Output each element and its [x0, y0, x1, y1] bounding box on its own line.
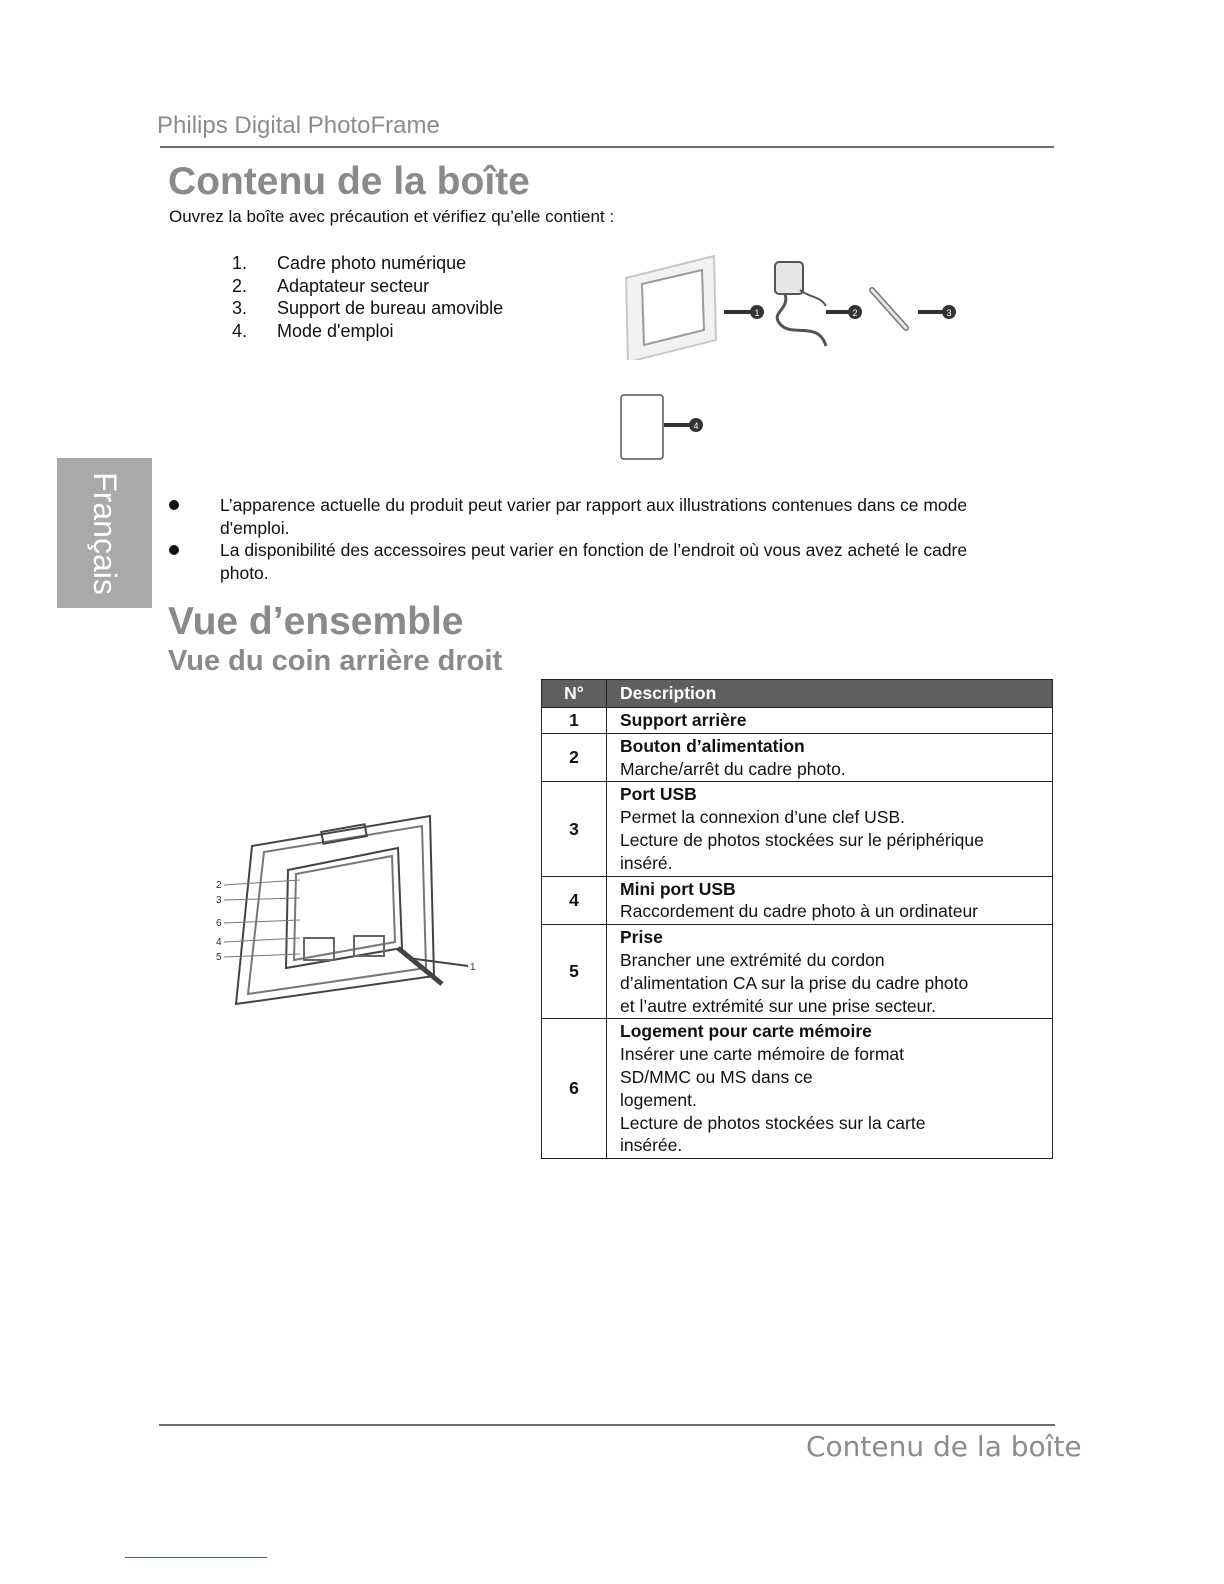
- photo-frame-icon: [626, 256, 716, 360]
- list-item: [232, 297, 503, 320]
- row-description: [607, 925, 1053, 1019]
- row-number: 5: [542, 925, 607, 1019]
- part-detail: Lecture de photos stockées sur le périphérique: [620, 829, 984, 850]
- header-rule: [160, 146, 1054, 148]
- box-contents-illustration: [620, 250, 965, 360]
- box-contents-list: [232, 252, 503, 342]
- list-item-label: Mode d'emploi: [277, 320, 394, 341]
- row-number: 3: [542, 782, 607, 876]
- table-row: [542, 925, 1053, 1019]
- part-detail: insérée.: [620, 1135, 683, 1156]
- note-line: La disponibilité des accessoires peut varier en fonction de l’endroit où vous avez acheté le cadre: [220, 540, 968, 560]
- language-tab-label: Français: [87, 471, 124, 595]
- section-title-box-contents: Contenu de la boîte: [168, 160, 530, 203]
- row-number: 4: [542, 876, 607, 925]
- parts-table: [541, 679, 1053, 1159]
- part-detail: Raccordement du cadre photo à un ordinateur: [620, 901, 979, 922]
- callout-label: 6: [216, 918, 222, 929]
- part-detail: et l’autre extrémité sur une prise secteur.: [620, 995, 937, 1016]
- part-detail: inséré.: [620, 852, 673, 873]
- part-detail: SD/MMC ou MS dans ce: [620, 1066, 813, 1087]
- table-header-row: [542, 680, 1053, 708]
- part-detail: d’alimentation CA sur la prise du cadre photo: [620, 972, 969, 993]
- row-description: [607, 782, 1053, 876]
- column-header-number: N°: [542, 680, 607, 708]
- part-detail: Brancher une extrémité du cordon: [620, 949, 885, 970]
- part-detail: logement.: [620, 1089, 697, 1110]
- list-item: [232, 320, 503, 343]
- callout-label: 2: [852, 308, 858, 318]
- callout-label: 4: [216, 937, 222, 948]
- desktop-stand-icon: [872, 290, 906, 328]
- manual-icon: [621, 395, 663, 459]
- row-description: [607, 733, 1053, 782]
- bullet-icon: [169, 500, 179, 510]
- callout-label: 5: [216, 952, 222, 963]
- callout-leaders: [224, 880, 300, 957]
- row-description: [607, 1019, 1053, 1159]
- intro-text: Ouvrez la boîte avec précaution et vérifiez qu’elle contient :: [169, 207, 615, 226]
- note-line: d'emploi.: [220, 517, 290, 538]
- section-subtitle-back-view: Vue du coin arrière droit: [168, 645, 503, 677]
- language-tab: [57, 458, 152, 608]
- list-item-number: 2.: [232, 275, 248, 296]
- footer-rule: [159, 1424, 1055, 1426]
- list-item-number: 1.: [232, 253, 248, 273]
- footnote-separator: [125, 1557, 267, 1558]
- user-manual-illustration: [618, 392, 718, 464]
- callout-label: 3: [946, 308, 952, 318]
- row-number: 1: [542, 708, 607, 734]
- list-item: [232, 275, 503, 298]
- table-row: [542, 876, 1053, 925]
- power-adapter-icon: [775, 262, 826, 346]
- table-row: [542, 1019, 1053, 1159]
- row-number: 2: [542, 733, 607, 782]
- row-description: [607, 876, 1053, 925]
- part-name: Bouton d’alimentation: [620, 735, 805, 756]
- note-item: [165, 494, 1060, 539]
- section-title-overview: Vue d’ensemble: [168, 600, 464, 643]
- list-item-label: Adaptateur secteur: [277, 275, 430, 296]
- column-header-description: Description: [607, 680, 1053, 708]
- note-line: L’apparence actuelle du produit peut varier par rapport aux illustrations contenues dans ce mode: [220, 495, 968, 515]
- list-item-number: 4.: [232, 320, 248, 341]
- part-detail: Insérer une carte mémoire de format: [620, 1044, 905, 1065]
- part-name: Support arrière: [620, 710, 747, 730]
- callout-label: 3: [216, 895, 222, 906]
- part-detail: Lecture de photos stockées sur la carte: [620, 1112, 926, 1133]
- note-line: photo.: [220, 562, 269, 583]
- part-name: Mini port USB: [620, 878, 736, 899]
- part-detail: Marche/arrêt du cadre photo.: [620, 758, 846, 779]
- table-row: [542, 708, 1053, 734]
- part-detail: Permet la connexion d’une clef USB.: [620, 807, 906, 828]
- callout-label: 4: [693, 421, 699, 431]
- callout-label: 2: [216, 880, 222, 891]
- callout-label: 1: [754, 308, 760, 318]
- bullet-icon: [169, 545, 179, 555]
- footer-title: Contenu de la boîte: [806, 1430, 1082, 1463]
- back-view-illustration: [212, 808, 482, 1013]
- list-item-label: Support de bureau amovible: [277, 298, 504, 318]
- notes-list: [165, 494, 1060, 584]
- note-item: [165, 539, 1060, 584]
- table-row: [542, 782, 1053, 876]
- photo-frame-back-icon: [236, 816, 468, 1004]
- row-number: 6: [542, 1019, 607, 1159]
- table-row: [542, 733, 1053, 782]
- list-item: [232, 252, 503, 275]
- callout-label: 1: [470, 962, 476, 973]
- page-header-title: Philips Digital PhotoFrame: [157, 112, 440, 139]
- list-item-label: Cadre photo numérique: [277, 253, 467, 273]
- part-name: Prise: [620, 927, 663, 948]
- row-description: [607, 708, 1053, 734]
- part-name: Port USB: [620, 784, 697, 805]
- list-item-number: 3.: [232, 298, 248, 318]
- part-name: Logement pour carte mémoire: [620, 1021, 872, 1042]
